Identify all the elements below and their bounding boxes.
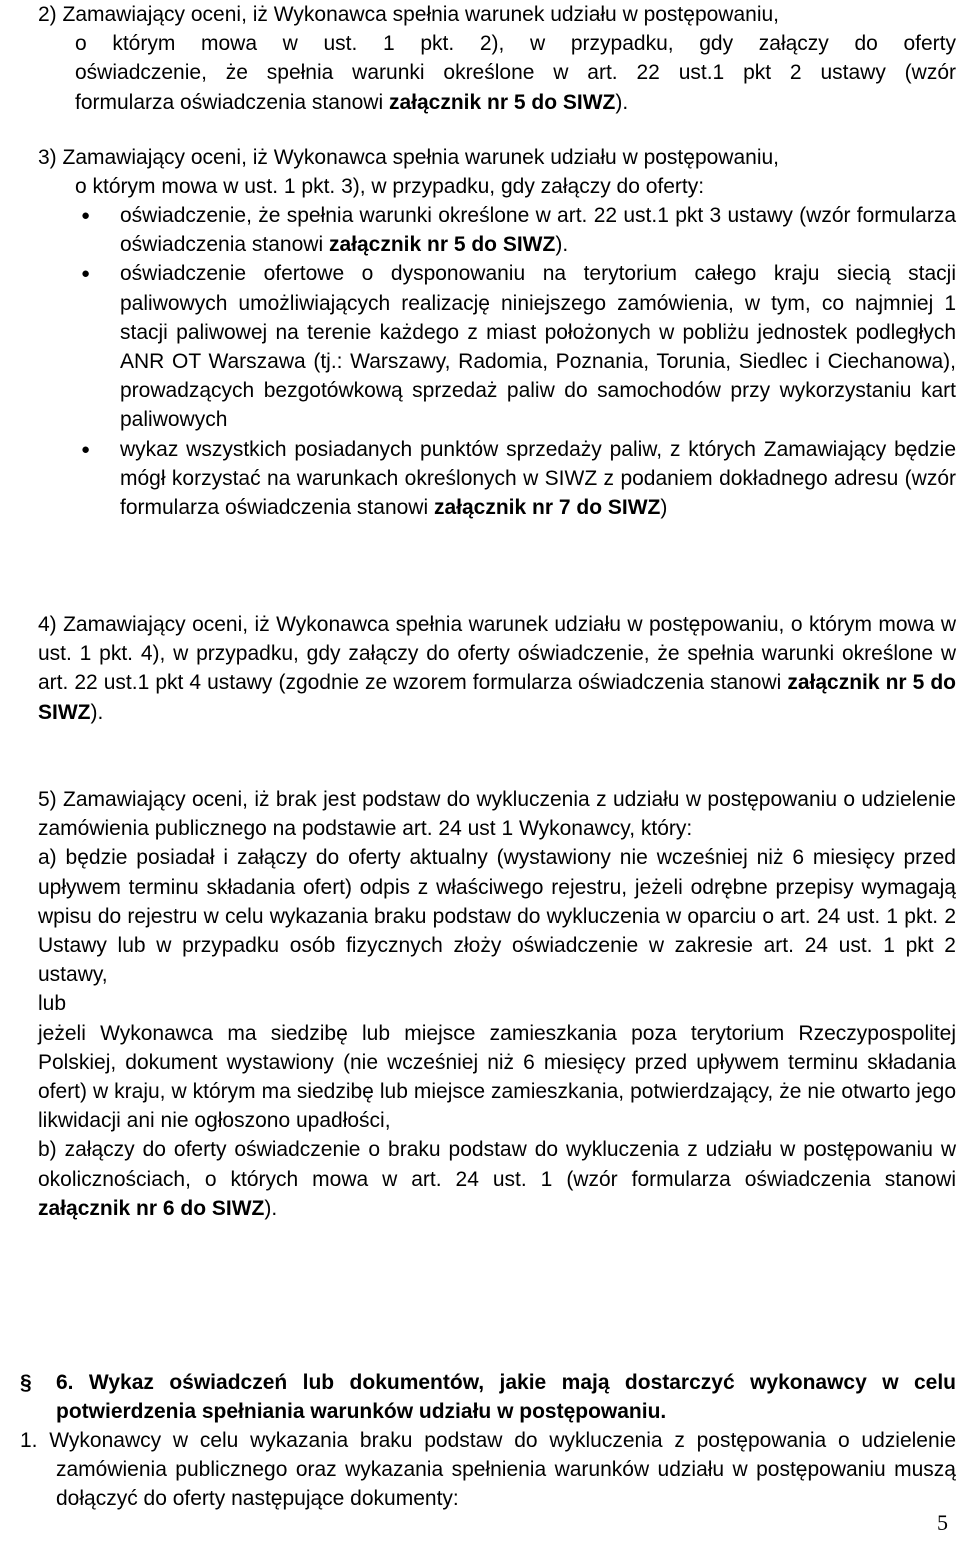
bullet-1-text: oświadczenie, że spełnia warunki określone w art. 22 ust.1 pkt 3 ustawy (wzór formularza oświadczenia stanowi [120, 204, 956, 257]
item-3 [38, 143, 956, 201]
bullet-3-end: ) [660, 496, 668, 520]
point-1-text: 1. Wykonawcy w celu wykazania braku podstaw do wykluczenia z postępowania o udzielenie zamówienia publicznego oraz wykazania spełnienia warunków udziału w postępowaniu muszą dołączyć do oferty następujące dokumenty: [20, 1429, 956, 1511]
bullet-icon: ● [81, 265, 91, 283]
item-3-bullet-2 [81, 259, 956, 434]
point-1 [20, 1426, 956, 1514]
bullet-icon: ● [81, 207, 91, 224]
item-5-point-b-end: ). [264, 1196, 278, 1220]
item-2-line-4 [75, 88, 956, 117]
item-5 [38, 785, 956, 1223]
item-3-bullet-list [81, 201, 956, 522]
section-6-heading [20, 1368, 956, 1426]
item-2-tail-text: formularza oświadczenia stanowi [75, 90, 389, 114]
item-2-attachment-ref: załącznik nr 5 do SIWZ [388, 90, 616, 114]
bullet-2-text: oświadczenie ofertowe o dysponowaniu na terytorium całego kraju siecią stacji paliwowych umożliwiających realizację niniejszego zamówienia, w tym, co najmniej 1 stacji paliwowej na terenie każdego z miast położonych w pobliżu jednostek podległych ANR OT Warszawa (tj.: Warszawy, Radomia, Poznania, Torunia, Siedlec i Ciechanowa), prowadzących bezgotówkową sprzedaż paliw do samochodów przy wykorzystaniu kart paliwowych [120, 262, 956, 432]
item-4 [38, 610, 956, 727]
bullet-icon: ● [81, 440, 91, 458]
item-4-attachment-ref: załącznik nr 5 do SIWZ [38, 671, 956, 724]
item-2-line-3-text: oświadczenie, że spełnia warunki określone w art. 22 ust.1 pkt 2 ustawy (wzór [75, 61, 956, 85]
item-2 [38, 0, 956, 117]
item-2-line-3 [75, 58, 956, 87]
item-5-point-a: a) będzie posiadał i załączy do oferty aktualny (wystawiony nie wcześniej niż 6 miesięcy przed upływem terminu składania ofert) odpis z właściwego rejestru, jeżeli odrębne przepisy wymagają wpisu do rejestru w celu wykazania braku podstaw do wykluczenia w oparciu o art. 24 ust. 1 pkt. 2 Ustawy lub w przypadku osób fizycznych złoży oświadczenie w zakresie art. 24 ust. 1 pkt 2 ustawy, [38, 846, 956, 987]
item-2-line-2: o którym mowa w ust. 1 pkt. 2), w przypadku, gdy załączy do oferty [75, 32, 956, 56]
item-5-point-b-text: b) załączy do oferty oświadczenie o braku podstaw do wykluczenia z udziału w postępowaniu w okolicznościach, o których mowa w art. 24 ust. 1 (wzór formularza oświadczenia stanowi [38, 1138, 956, 1191]
page-number: 5 [937, 1510, 948, 1535]
bullet-3-attachment-ref: załącznik nr 7 do SIWZ [433, 496, 661, 520]
section-sign: § [20, 1371, 32, 1394]
bullet-1-end: ). [555, 233, 569, 257]
bullet-3-text: wykaz wszystkich posiadanych punktów sprzedaży paliw, z których Zamawiający będzie mógł korzystać na warunkach określonych w SIWZ z podaniem dokładnego adresu (wzór formularza oświadczenia stanowi [120, 437, 956, 520]
item-2-line-1: 2) Zamawiający oceni, iż Wykonawca spełnia warunek udziału w postępowaniu, [38, 3, 780, 26]
item-3-bullet-1 [81, 201, 956, 259]
item-5-intro: 5) Zamawiający oceni, iż brak jest podstaw do wykluczenia z udziału w postępowaniu o udzielenie zamówienia publicznego na podstawie art. 24 ust 1 Wykonawcy, który: [38, 788, 956, 841]
bullet-1-attachment-ref: załącznik nr 5 do SIWZ [328, 233, 556, 257]
item-2-tail-end: ). [615, 90, 629, 114]
item-5-lub: lub [38, 992, 67, 1016]
item-5-point-a-foreign: jeżeli Wykonawca ma siedzibę lub miejsce zamieszkania poza terytorium Rzeczypospolitej Polskiej, dokument wystawiony (nie wcześniej niż 6 miesięcy przed upływem terminu składania ofert) w kraju, w którym ma siedzibę lub miejsce zamieszkania, potwierdzający, że nie otwarto jego likwidacji ani nie ogłoszono upadłości, [38, 1021, 956, 1133]
item-5-point-b [38, 1135, 956, 1223]
section-6-title: 6. Wykaz oświadczeń lub dokumentów, jakie mają dostarczyć wykonawcy w celu potwierdzenia spełniania warunków udziału w postępowaniu. [56, 1371, 956, 1424]
item-4-text: 4) Zamawiający oceni, iż Wykonawca spełnia warunek udziału w postępowaniu, o którym mowa w ust. 1 pkt. 4), w przypadku, gdy załączy do oferty oświadczenie, że spełnia warunki określone w art. 22 ust.1 pkt 4 ustawy (zgodnie ze wzorem formularza oświadczenia stanowi [38, 613, 956, 695]
item-5-attachment-ref: załącznik nr 6 do SIWZ [38, 1196, 265, 1220]
item-3-bullet-3 [81, 435, 956, 523]
item-4-end: ). [90, 700, 104, 724]
item-3-line-2: o którym mowa w ust. 1 pkt. 3), w przypadku, gdy załączy do oferty: [75, 175, 705, 199]
item-3-line-1: 3) Zamawiający oceni, iż Wykonawca spełnia warunek udziału w postępowaniu, [38, 146, 780, 169]
